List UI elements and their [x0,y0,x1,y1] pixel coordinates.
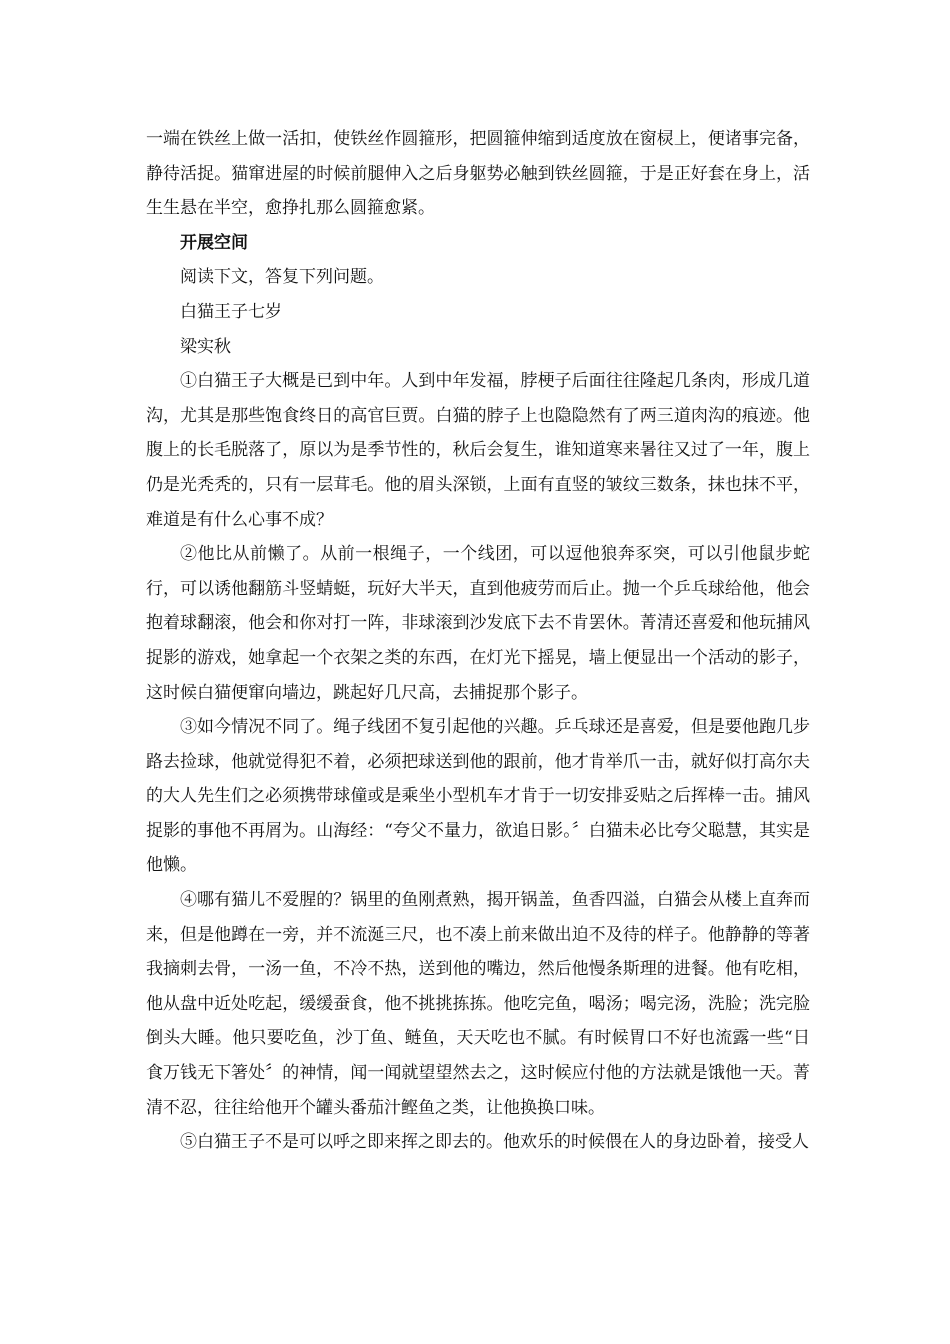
paragraph-1: ①白猫王子大概是已到中年。人到中年发福，脖梗子后面往往隆起几条肉，形成几道沟，尤其是那些饱食终日的高官巨贾。白猫的脖子上也隐隐然有了两三道肉沟的痕迹。他腹上的长毛脱落了，原以为是季节性的，秋后会复生，谁知道寒来暑往又过了一年，腹上仍是光秃秃的，只有一层茸毛。他的眉头深锁，上面有直竖的皱纹三数条，抹也抹不平，难道是有什么心事不成？ [146,371,810,530]
paragraph-5: ⑤白猫王子不是可以呼之即来挥之即去的。他欢乐的时候偎在人的身边卧着，接受人 [180,1132,809,1153]
paragraph-3: ③如今情况不同了。绳子线团不复引起他的兴趣。乒乓球还是喜爱，但是要他跑几步路去捡球，他就觉得犯不着，必须把球送到他的跟前，他才肯举爪一击，就好似打高尔夫的大人先生们之必须携带球僮或是乘坐小型机车才肯于一切安排妥贴之后挥棒一击。捕风捉影的事他不再屑为。山海经：“夸父不量力，欲追日影。〞白猫未必比夸父聪慧，其实是他懒。 [146,717,810,876]
paragraph-2: ②他比从前懒了。从前一根绳子，一个线团，可以逗他狼奔豕突，可以引他鼠步蛇行，可以诱他翻筋斗竖蜻蜓，玩好大半天，直到他疲劳而后止。抛一个乒乓球给他，他会抱着球翻滚，他会和你对打一阵，非球滚到沙发底下去不肯罢休。菁清还喜爱和他玩捕风捉影的游戏，她拿起一个衣架之类的东西，在灯光下摇晃，墙上便显出一个活动的影子，这时候白猫便窜向墙边，跳起好几尺高，去捕捉那个影子。 [146,544,810,703]
article-author: 梁实秋 [180,336,231,357]
section-heading: 开展空间 [180,232,248,253]
paragraph-4: ④哪有猫儿不爱腥的？锅里的鱼刚煮熟，揭开锅盖，鱼香四溢，白猫会从楼上直奔而来，但是他蹲在一旁，并不流涎三尺，也不凑上前来做出迫不及待的样子。他静静的等著我摘刺去骨，一汤一鱼，不冷不热，送到他的嘴边，然后他慢条斯理的进餐。他有吃相，他从盘中近处吃起，缓缓蚕食，他不挑挑拣拣。他吃完鱼，喝汤；喝完汤，洗脸；洗完脸倒头大睡。他只要吃鱼，沙丁鱼、鲢鱼，天天吃也不腻。有时候胃口不好也流露一些“日食万钱无下箸处〞的神情，闻一闻就望望然去之，这时候应付他的方法就是饿他一天。菁清不忍，往往给他开个罐头番茄汁鲣鱼之类，让他换换口味。 [146,890,810,1118]
document-body [146,122,810,1160]
instruction-text: 阅读下文，答复下列问题。 [180,267,384,288]
article-title: 白猫王子七岁 [180,301,282,322]
paragraph-continuation: 一端在铁丝上做一活扣，使铁丝作圆箍形，把圆箍伸缩到适度放在窗棂上，便诸事完备，静待活捉。猫窜进屋的时候前腿伸入之后身躯势必触到铁丝圆箍，于是正好套在身上，活生生悬在半空，愈挣扎那么圆箍愈紧。 [146,129,810,219]
